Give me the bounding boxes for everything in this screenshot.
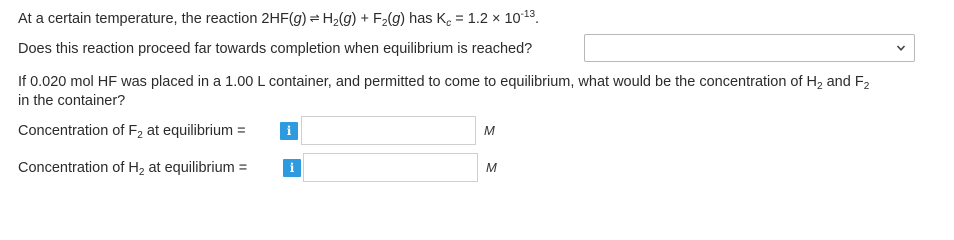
label-text: at equilibrium = bbox=[144, 160, 248, 176]
kc-value: = 1.2 × 10 bbox=[451, 11, 521, 27]
h2-symbol: H bbox=[322, 11, 334, 27]
reaction-text-start: At a certain temperature, the reaction 2HF( bbox=[18, 11, 294, 27]
info-icon[interactable]: i bbox=[280, 122, 298, 140]
reaction-text: ) bbox=[301, 11, 307, 27]
kc-subscript: c bbox=[446, 18, 452, 29]
f2-subscript: 2 bbox=[863, 81, 870, 92]
label-text: at equilibrium = bbox=[142, 123, 246, 139]
scenario-line-2: in the container? bbox=[18, 93, 126, 109]
reaction-text: ) has K bbox=[400, 11, 447, 27]
chevron-down-icon bbox=[896, 43, 906, 53]
reaction-text: ( bbox=[387, 11, 393, 27]
label-text: Concentration of F bbox=[18, 123, 138, 139]
f2-subscript: 2 bbox=[137, 130, 143, 141]
f2-unit: M bbox=[484, 123, 495, 138]
scenario-line-1 bbox=[18, 72, 869, 92]
h2-subscript: 2 bbox=[333, 18, 339, 29]
equilibrium-arrow-icon: ⇌ bbox=[309, 11, 320, 25]
completion-question: Does this reaction proceed far towards completion when equilibrium is reached? bbox=[18, 41, 533, 57]
reaction-text: ) + F bbox=[351, 11, 382, 27]
phase-g: g bbox=[392, 11, 401, 27]
h2-concentration-input[interactable] bbox=[303, 153, 478, 182]
scenario-text: If 0.020 mol HF was placed in a 1.00 L container, and permitted to come to equilibrium, what would be the concentration of H bbox=[18, 74, 818, 90]
f2-concentration-input[interactable] bbox=[301, 116, 476, 145]
h2-subscript: 2 bbox=[138, 167, 145, 178]
scenario-text: and F bbox=[822, 74, 864, 90]
kc-exponent: -13 bbox=[520, 9, 536, 20]
completion-select[interactable] bbox=[584, 34, 915, 62]
reaction-text: ( bbox=[338, 11, 344, 27]
phase-g: g bbox=[343, 11, 352, 27]
h2-unit: M bbox=[486, 160, 497, 175]
reaction-statement bbox=[18, 8, 539, 29]
label-text: Concentration of H bbox=[18, 160, 139, 176]
reaction-text: . bbox=[535, 11, 540, 27]
h2-concentration-label bbox=[18, 158, 247, 178]
f2-subscript: 2 bbox=[381, 18, 388, 29]
f2-concentration-label bbox=[18, 121, 246, 141]
h2-subscript: 2 bbox=[817, 81, 823, 92]
phase-g: g bbox=[293, 11, 302, 27]
info-icon[interactable]: i bbox=[283, 159, 301, 177]
